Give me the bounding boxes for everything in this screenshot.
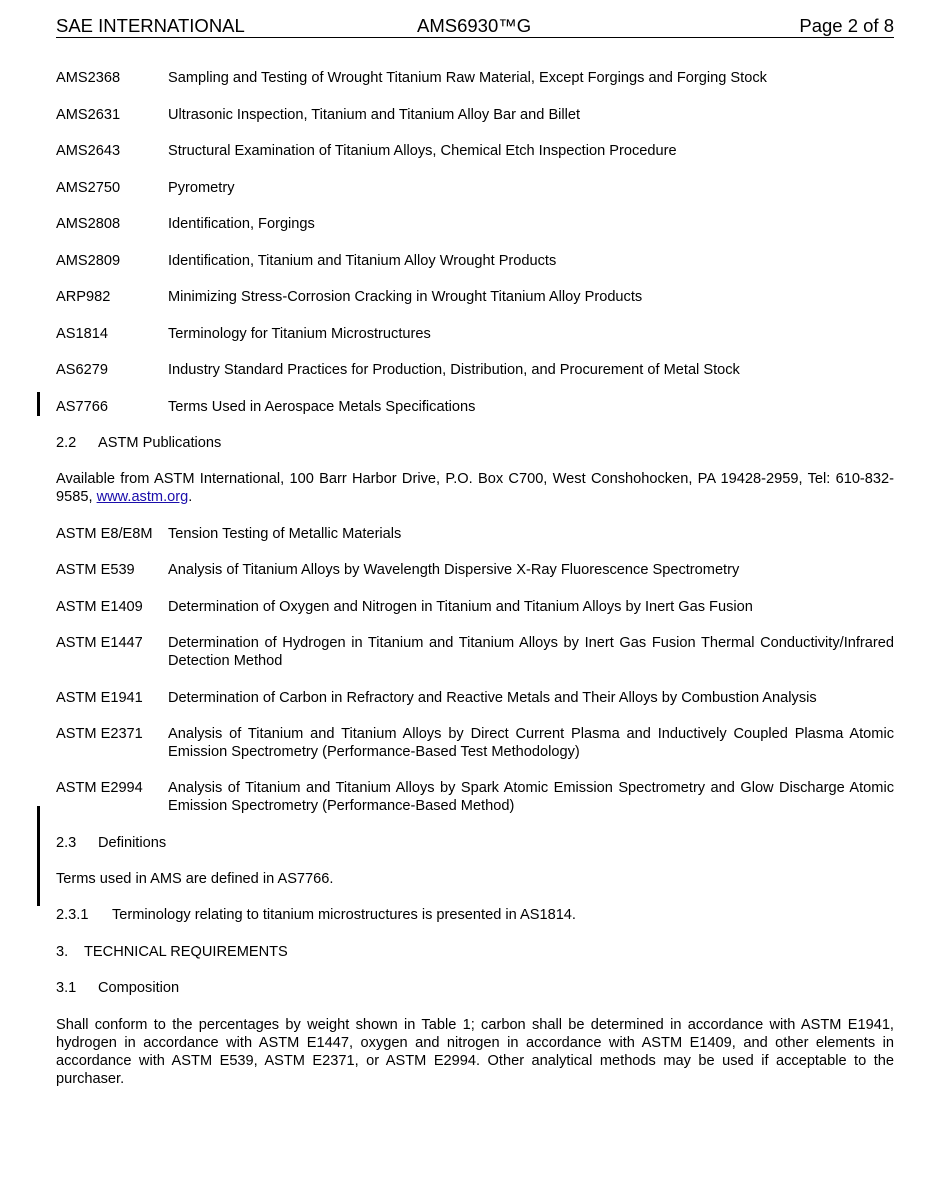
section-number: 3.: [56, 944, 69, 960]
reference-title: Ultrasonic Inspection, Titanium and Titanium Alloy Bar and Billet: [168, 107, 581, 123]
astm-availability-paragraph: [56, 470, 894, 506]
reference-code: ASTM E2994: [56, 780, 143, 796]
section-heading-3: [56, 943, 288, 961]
availability-suffix: .: [188, 489, 193, 505]
reference-code: AS7766: [56, 399, 108, 415]
reference-code: ASTM E1941: [56, 690, 143, 706]
section-text: Terminology relating to titanium microstructures is presented in AS1814.: [112, 907, 576, 923]
reference-code: AMS2368: [56, 70, 121, 86]
reference-title: Minimizing Stress-Corrosion Cracking in Wrought Titanium Alloy Products: [168, 289, 643, 305]
reference-code: AMS2643: [56, 143, 121, 159]
section-title: Composition: [98, 980, 180, 996]
reference-code: ASTM E539: [56, 562, 135, 578]
page-header: [56, 16, 894, 38]
reference-code: AS1814: [56, 326, 108, 342]
reference-title: Terminology for Titanium Microstructures: [168, 326, 431, 342]
header-org: SAE INTERNATIONAL: [56, 15, 245, 36]
section-title: TECHNICAL REQUIREMENTS: [84, 944, 288, 960]
reference-code: ASTM E1409: [56, 599, 143, 615]
reference-title: Identification, Forgings: [168, 216, 315, 232]
section-heading-2-3: [56, 834, 166, 852]
section-number: 3.1: [56, 980, 77, 996]
reference-title: Pyrometry: [168, 180, 235, 196]
reference-code: AMS2809: [56, 253, 121, 269]
reference-title: Sampling and Testing of Wrought Titanium Raw Material, Except Forgings and Forging Stock: [168, 70, 767, 86]
section-2-3-1: [56, 906, 576, 924]
section-title: Definitions: [98, 835, 167, 851]
section-number: 2.3.1: [56, 907, 89, 923]
reference-title: Analysis of Titanium Alloys by Wavelength Dispersive X-Ray Fluorescence Spectrometry: [168, 562, 740, 578]
reference-title: Terms Used in Aerospace Metals Specifications: [168, 399, 476, 415]
reference-code: AMS2750: [56, 180, 121, 196]
header-doc-id: AMS6930™G: [417, 15, 532, 36]
availability-text: Available from ASTM International, 100 Barr Harbor Drive, P.O. Box C700, West Conshohocken, PA 19428-2959, Tel: 610-832-9585,: [56, 471, 894, 505]
reference-title: Tension Testing of Metallic Materials: [168, 526, 402, 542]
section-number: 2.2: [56, 435, 77, 451]
reference-title: Analysis of Titanium and Titanium Alloys by Direct Current Plasma and Inductively Coupled Plasma Atomic Emission Spectrometry (Performance-Based Test Methodology): [168, 726, 894, 760]
revision-change-bar: [37, 806, 40, 906]
reference-code: ASTM E2371: [56, 726, 143, 742]
reference-title: Industry Standard Practices for Production, Distribution, and Procurement of Metal Stock: [168, 362, 740, 378]
section-title: ASTM Publications: [98, 435, 222, 451]
revision-change-bar: [37, 392, 40, 416]
composition-paragraph: Shall conform to the percentages by weight shown in Table 1; carbon shall be determined in accordance with ASTM E1941, hydrogen in accordance with ASTM E1447, oxygen and nitrogen in accordance with ASTM E1409, and other elements in accordance with ASTM E539, ASTM E2371, or ASTM E2994. Other analytical methods may be used if acceptable to the purchaser.: [56, 1017, 894, 1087]
reference-title: Determination of Oxygen and Nitrogen in Titanium and Titanium Alloys by Inert Gas Fusion: [168, 599, 753, 615]
reference-title: Analysis of Titanium and Titanium Alloys by Spark Atomic Emission Spectrometry and Glow Discharge Atomic Emission Spectrometry (Performance-Based Method): [168, 780, 894, 814]
astm-website-link[interactable]: www.astm.org: [96, 489, 189, 505]
reference-code: ASTM E8/E8M: [56, 526, 153, 542]
section-heading-2-2: [56, 434, 221, 452]
reference-code: ARP982: [56, 289, 111, 305]
definitions-paragraph: Terms used in AMS are defined in AS7766.: [56, 871, 334, 887]
reference-title: Determination of Hydrogen in Titanium and Titanium Alloys by Inert Gas Fusion Thermal Conductivity/Infrared Detection Method: [168, 635, 894, 669]
section-number: 2.3: [56, 835, 77, 851]
reference-code: ASTM E1447: [56, 635, 143, 651]
reference-code: AMS2631: [56, 107, 121, 123]
reference-title: Identification, Titanium and Titanium Alloy Wrought Products: [168, 253, 557, 269]
reference-title: Structural Examination of Titanium Alloys, Chemical Etch Inspection Procedure: [168, 143, 677, 159]
section-heading-3-1: [56, 979, 179, 997]
reference-code: AMS2808: [56, 216, 121, 232]
reference-code: AS6279: [56, 362, 108, 378]
header-page-number: Page 2 of 8: [799, 15, 894, 36]
reference-title: Determination of Carbon in Refractory and Reactive Metals and Their Alloys by Combustion Analysis: [168, 690, 817, 706]
